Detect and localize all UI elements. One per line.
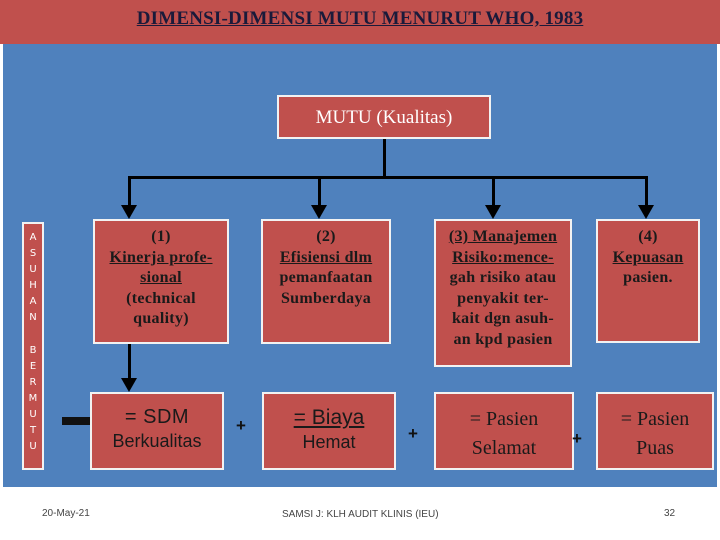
outcome-line-2: Hemat bbox=[302, 432, 356, 452]
outcome-box-1 bbox=[90, 392, 224, 470]
dimension-number: (2) bbox=[316, 228, 336, 245]
outcome-line-1: = Biaya bbox=[293, 406, 365, 429]
dimension-text-line: Sumberdaya bbox=[280, 289, 372, 307]
dimension-text-line: gah risiko atau bbox=[449, 269, 557, 286]
connector-down-1 bbox=[128, 344, 131, 380]
connector-drop-4 bbox=[645, 176, 648, 206]
plus-sign: + bbox=[572, 429, 582, 448]
dimension-text-line: kait dgn asuh- bbox=[451, 310, 555, 327]
outcome-line-2: Selamat bbox=[471, 437, 537, 459]
outcome-box-3 bbox=[434, 392, 574, 470]
arrowhead-1 bbox=[121, 205, 137, 219]
dimension-number: (4) bbox=[638, 228, 658, 245]
side-letter: U bbox=[29, 264, 37, 275]
dimension-text-line: Efisiensi dlm bbox=[279, 248, 373, 266]
side-letter: N bbox=[29, 312, 37, 323]
dimension-number: (1) bbox=[151, 228, 171, 245]
side-label-asuhan-bermutu bbox=[22, 222, 44, 470]
slide-title: DIMENSI-DIMENSI MUTU MENURUT WHO, 1983 bbox=[136, 8, 584, 29]
arrowhead-3 bbox=[485, 205, 501, 219]
side-letter: S bbox=[29, 248, 37, 259]
footer-page-number: 32 bbox=[664, 508, 676, 519]
arrowhead-4 bbox=[638, 205, 654, 219]
side-letter: R bbox=[29, 377, 37, 388]
arrowhead-2 bbox=[311, 205, 327, 219]
connector-drop-2 bbox=[318, 176, 321, 206]
outcome-box-2 bbox=[262, 392, 396, 470]
dimension-text-line: (technical bbox=[126, 289, 196, 307]
outcome-line-2: Puas bbox=[636, 437, 674, 459]
dimension-text-line: sional bbox=[140, 269, 182, 286]
connector-trunk bbox=[383, 139, 386, 178]
dimension-box-3 bbox=[434, 219, 572, 367]
connector-drop-1 bbox=[128, 176, 131, 206]
connector-bar bbox=[128, 176, 648, 179]
outcome-box-4 bbox=[596, 392, 714, 470]
outcome-line-2: Berkualitas bbox=[112, 431, 202, 451]
dimension-box-1 bbox=[93, 219, 229, 344]
side-letter: E bbox=[29, 361, 37, 372]
mutu-box: MUTU (Kualitas) bbox=[277, 95, 491, 139]
footer-center: SAMSI J: KLH AUDIT KLINIS (IEU) bbox=[282, 509, 439, 520]
dimension-box-4 bbox=[596, 219, 700, 343]
side-letter: T bbox=[29, 425, 37, 436]
side-letter: B bbox=[29, 345, 37, 356]
plus-sign: + bbox=[408, 424, 418, 443]
connector-drop-3 bbox=[492, 176, 495, 206]
outcome-line-1: = Pasien bbox=[469, 408, 539, 430]
side-letter: M bbox=[28, 393, 38, 404]
footer-date: 20-May-21 bbox=[42, 508, 90, 519]
side-letter: A bbox=[29, 296, 37, 307]
side-letter: H bbox=[29, 280, 37, 291]
dimension-number: (3) Manajemen bbox=[448, 228, 558, 245]
side-letter: U bbox=[29, 441, 37, 452]
dimension-text-line: pasien. bbox=[623, 269, 673, 286]
side-letter bbox=[24, 326, 42, 343]
dimension-text-line: Kepuasan bbox=[612, 248, 684, 266]
side-letter: A bbox=[29, 232, 37, 243]
dimension-text-line: pemanfaatan bbox=[279, 269, 373, 286]
dimension-text-line: penyakit ter- bbox=[457, 289, 549, 307]
dimension-text-line: an kpd pasien bbox=[453, 330, 553, 348]
dimension-text-line: quality) bbox=[133, 310, 189, 327]
dimension-text-line: Kinerja profe- bbox=[109, 248, 213, 266]
plus-sign: + bbox=[236, 416, 246, 435]
dimension-text-line: Risiko:mence- bbox=[452, 248, 554, 266]
arrowhead-down-1 bbox=[121, 378, 137, 392]
dimension-box-2 bbox=[261, 219, 391, 344]
side-letter: U bbox=[29, 409, 37, 420]
outcome-line-1: = Pasien bbox=[620, 408, 690, 430]
outcome-line-1: = SDM bbox=[124, 406, 190, 428]
